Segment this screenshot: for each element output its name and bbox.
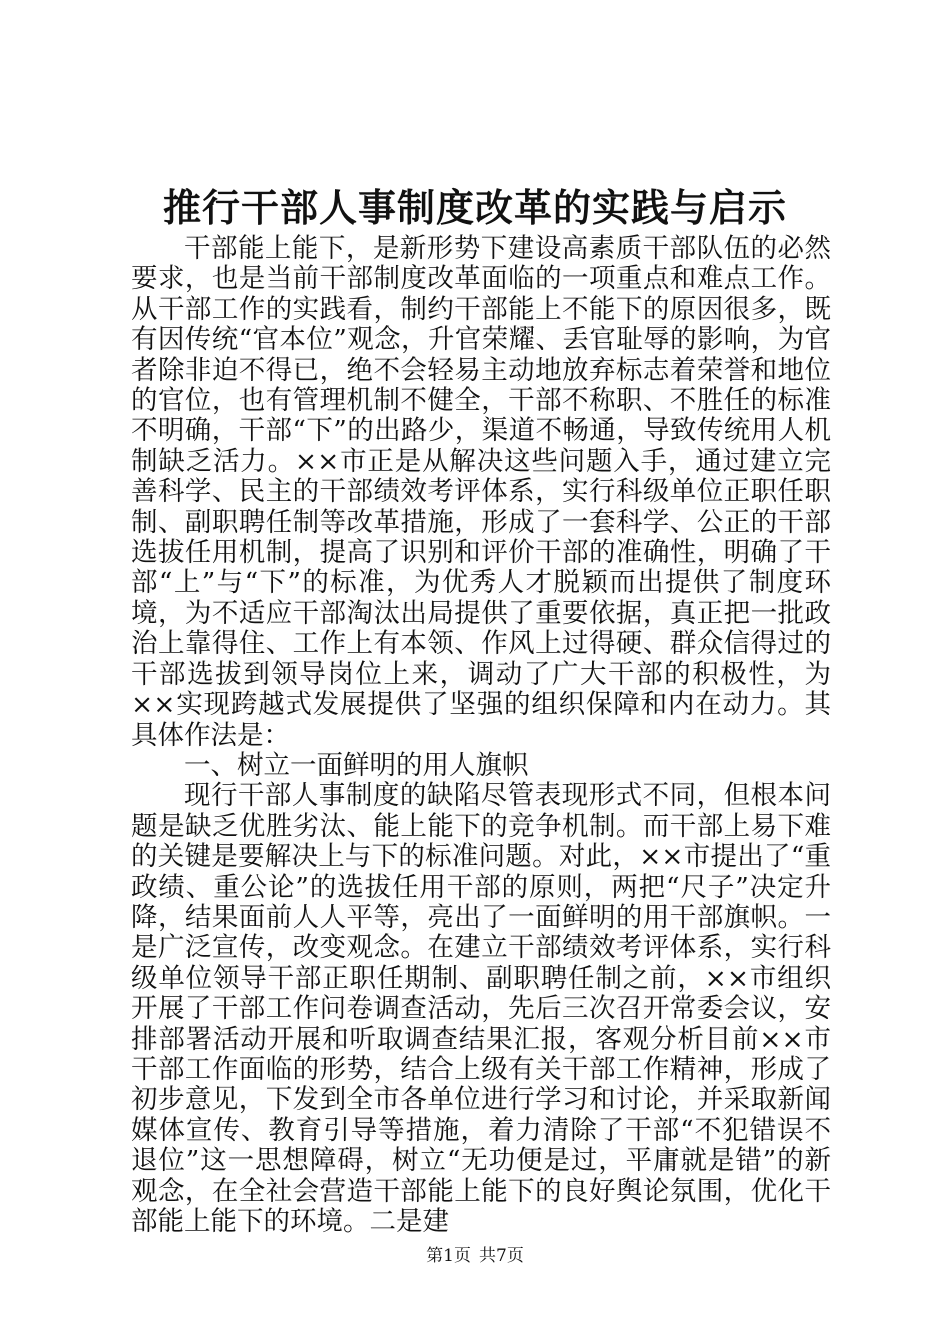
intro-paragraph: 干部能上能下，是新形势下建设高素质干部队伍的必然要求，也是当前干部制度改革面临的一项重点和难点工作。从干部工作的实践看，制约干部能上不能下的原因很多，既有因传统“官本位”观念，升官荣耀、丢官耻辱的影响，为官者除非迫不得已，绝不会轻易主动地放弃标志着荣誉和地位的官位，也有管理机制不健全，干部不称职、不胜任的标准不明确，干部“下”的出路少，渠道不畅通，导致传统用人机制缺乏活力。××市正是从解决这些问题入手，通过建立完善科学、民主的干部绩效考评体系，实行科级单位正职任职制、副职聘任制等改革措施，形成了一套科学、公正的干部选拔任用机制，提高了识别和评价干部的准确性，明确了干部“上”与“下”的标准，为优秀人才脱颖而出提供了制度环境，为不适应干部淘汰出局提供了重要依据，真正把一批政治上靠得住、工作上有本领、作风上过得硬、群众信得过的干部选拔到领导岗位上来，调动了广大干部的积极性，为××实现跨越式发展提供了坚强的组织保障和内在动力。其具体作法是： <box>131 233 831 751</box>
section-paragraph: 现行干部人事制度的缺陷尽管表现形式不同，但根本问题是缺乏优胜劣汰、能上能下的竞争机制。而干部上易下难的关键是要解决上与下的标准问题。对此，××市提出了“重政绩、重公论”的选拔任用干部的原则，两把“尺子”决定升降，结果面前人人平等，亮出了一面鲜明的用干部旗帜。一是广泛宣传，改变观念。在建立干部绩效考评体系，实行科级单位领导干部正职任期制、副职聘任制之前，××市组织开展了干部工作问卷调查活动，先后三次召开常委会议，安排部署活动开展和听取调查结果汇报，客观分析目前××市干部工作面临的形势，结合上级有关干部工作精神，形成了初步意见，下发到全市各单位进行学习和讨论，并采取新闻媒体宣传、教育引导等措施，着力清除了干部“不犯错误不退位”这一思想障碍，树立“无功便是过，平庸就是错”的新观念，在全社会营造干部能上能下的良好舆论氛围，优化干部能上能下的环境。二是建 <box>131 780 831 1237</box>
document-body <box>131 234 831 1237</box>
total-pages: 共7页 <box>479 1246 524 1266</box>
page-footer <box>0 1245 950 1267</box>
section-heading: 一、树立一面鲜明的用人旗帜 <box>184 749 529 781</box>
document-title: 推行干部人事制度改革的实践与启示 <box>162 185 787 230</box>
page-number: 第1页 <box>426 1246 471 1266</box>
